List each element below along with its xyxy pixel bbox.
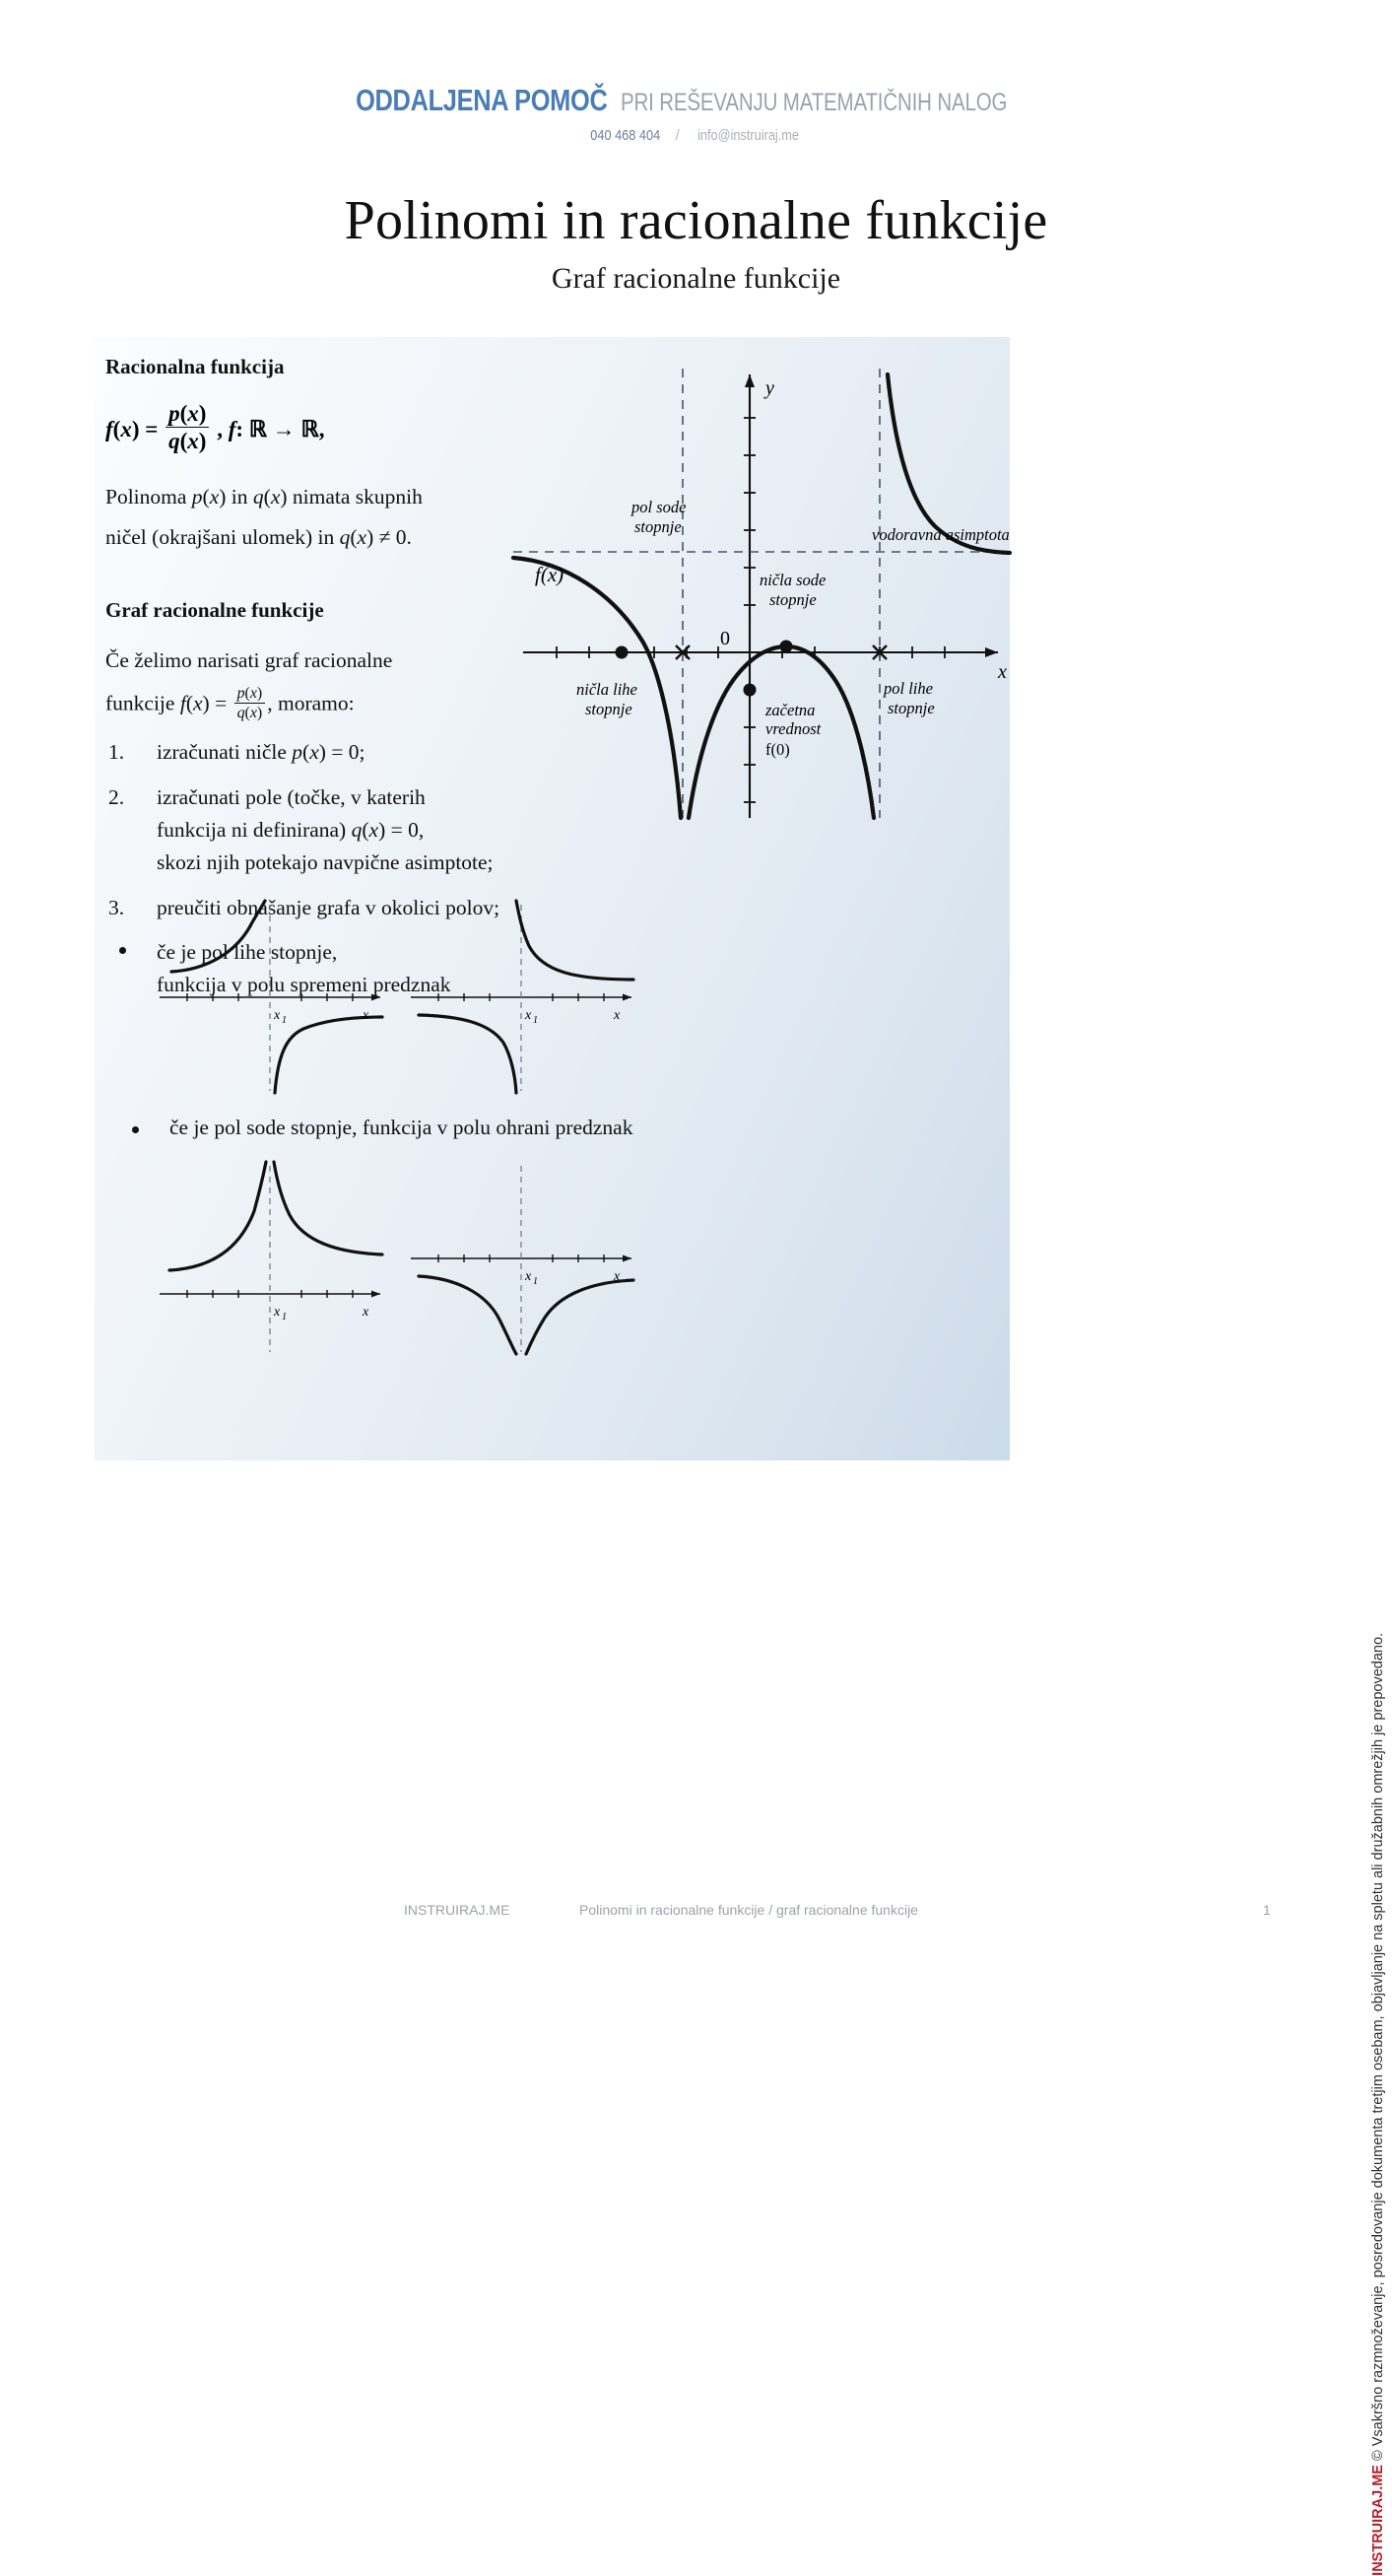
bullet-item-even-pole xyxy=(118,1116,926,1140)
mini-graphs-even-pole xyxy=(154,1160,646,1357)
paragraph-intro-line2: funkcije f(x) = $\frac{p(x)}{q(x)}$ , moramo: xyxy=(105,684,355,722)
mini-graphs-odd-pole xyxy=(154,899,646,1096)
label-nicla-lihe-line1: ničla lihe xyxy=(576,680,637,699)
content-panel xyxy=(95,337,1010,1460)
intro-post: , moramo: xyxy=(267,691,355,715)
mini-graph-even-1 xyxy=(154,1160,395,1357)
label-x: x xyxy=(614,1269,621,1284)
step-number-1: 1. xyxy=(108,740,125,765)
label-vodoravna-asimptota: vodoravna asimptota xyxy=(872,525,1010,544)
mini-graph-odd-1 xyxy=(154,899,395,1096)
mini-graph-even-2 xyxy=(405,1160,646,1357)
step-text-3: preučiti obnašanje grafa v okolici polov; xyxy=(157,895,500,919)
main-graph-figure xyxy=(505,357,1018,859)
footer-page-number: 1 xyxy=(1263,1902,1271,1918)
brand-tagline: PRI REŠEVANJU MATEMATIČNIH NALOG xyxy=(621,89,1008,116)
label-zacetna-line1: začetna xyxy=(765,701,816,719)
section-heading-rational-function: Racionalna funkcija xyxy=(105,355,285,378)
paragraph-intro-line1: Če želimo narisati graf racionalne xyxy=(105,647,393,672)
label-origin: 0 xyxy=(720,628,730,649)
label-x: x xyxy=(363,1305,369,1320)
footer-brand: INSTRUIRAJ.ME xyxy=(404,1902,510,1918)
bullet-dot-icon-2 xyxy=(132,1126,139,1133)
label-x1: x xyxy=(525,1269,532,1284)
label-pol-lihe-line2: stopnje xyxy=(888,699,935,717)
label-nicla-sode-line2: stopnje xyxy=(769,590,817,609)
page-subtitle: Graf racionalne funkcije xyxy=(551,262,841,295)
label-x: x xyxy=(614,1008,621,1023)
label-zacetna-line2: vrednost xyxy=(765,719,822,738)
label-pol-sode-line1: pol sode xyxy=(631,498,687,516)
contact-line xyxy=(0,127,1392,144)
label-fx: f(x) xyxy=(535,563,564,586)
footer-title: Polinomi in racionalne funkcije / graf racionalne funkcije xyxy=(579,1902,918,1918)
label-pol-lihe-line1: pol lihe xyxy=(884,679,933,698)
bullet-odd-line2: funkcija v polu spremeni predznak xyxy=(157,972,451,996)
label-x1: x xyxy=(274,1305,281,1320)
contact-separator: / xyxy=(675,127,680,144)
brand-name: ODDALJENA POMOČ xyxy=(355,83,608,117)
label-zacetna-line3: f(0) xyxy=(765,740,790,759)
formula-rational-function: f(x) = $\frac{p(x)}{q(x)}$ , f: ℝ → ℝ, xyxy=(105,401,325,454)
step-item-2: 2. izračunati pole (točke, v katerih funkcija ni definirana) q(x) = 0, skozi njih potekajo navpične asimptote; xyxy=(105,781,529,880)
page-header xyxy=(0,0,1392,144)
paragraph-polynomials-line2: ničel (okrajšani ulomek) in q(x) ≠ 0. xyxy=(105,525,412,550)
label-pol-sode-line2: stopnje xyxy=(634,517,682,536)
label-nicla-sode-line1: ničla sode xyxy=(760,571,827,589)
section-heading-graph: Graf racionalne funkcije xyxy=(105,597,324,622)
label-x: x xyxy=(363,1008,369,1023)
sidebar-brand: INSTRUIRAJ.ME xyxy=(1370,2465,1386,2576)
mini-graph-odd-2 xyxy=(405,899,646,1096)
step-number-3: 3. xyxy=(108,895,125,919)
label-y-axis: y xyxy=(765,377,774,399)
label-x1-sub: 1 xyxy=(282,1312,287,1322)
page-title: Polinomi in racionalne funkcije xyxy=(344,190,1048,251)
label-x-axis: x xyxy=(998,661,1007,683)
intro-pre: funkcije xyxy=(105,691,175,715)
label-x1: x xyxy=(525,1008,532,1023)
step-number-2: 2. xyxy=(108,784,125,809)
paragraph-polynomials-line1: Polinoma p(x) in q(x) nimata skupnih xyxy=(105,485,423,509)
label-x1-sub: 1 xyxy=(533,1276,538,1287)
sidebar-copyright-note xyxy=(1370,1633,1386,2576)
label-x1-sub: 1 xyxy=(533,1015,538,1026)
contact-email: info@instruiraj.me xyxy=(696,127,799,144)
step-item-1: 1. izračunati ničle p(x) = 0; xyxy=(105,736,529,769)
bullet-odd-line1: če je pol lihe stopnje, xyxy=(157,939,338,964)
label-nicla-lihe-line2: stopnje xyxy=(585,700,632,718)
sidebar-copyright-text: © Vsakršno razmnoževanje, posredovanje dokumenta tretjim osebam, objavljanje na spletu ali družabnih omrežjih je prepovedano. xyxy=(1370,1632,1386,2461)
steps-list xyxy=(105,736,529,924)
label-x1-sub: 1 xyxy=(282,1015,287,1026)
brand-line xyxy=(0,83,1392,118)
label-x1: x xyxy=(274,1008,281,1023)
contact-phone: 040 468 404 xyxy=(590,127,661,144)
bullet-even-text: če je pol sode stopnje, funkcija v polu ohrani predznak xyxy=(169,1116,633,1139)
main-graph-svg xyxy=(505,357,1018,859)
bullet-dot-icon xyxy=(119,947,126,954)
